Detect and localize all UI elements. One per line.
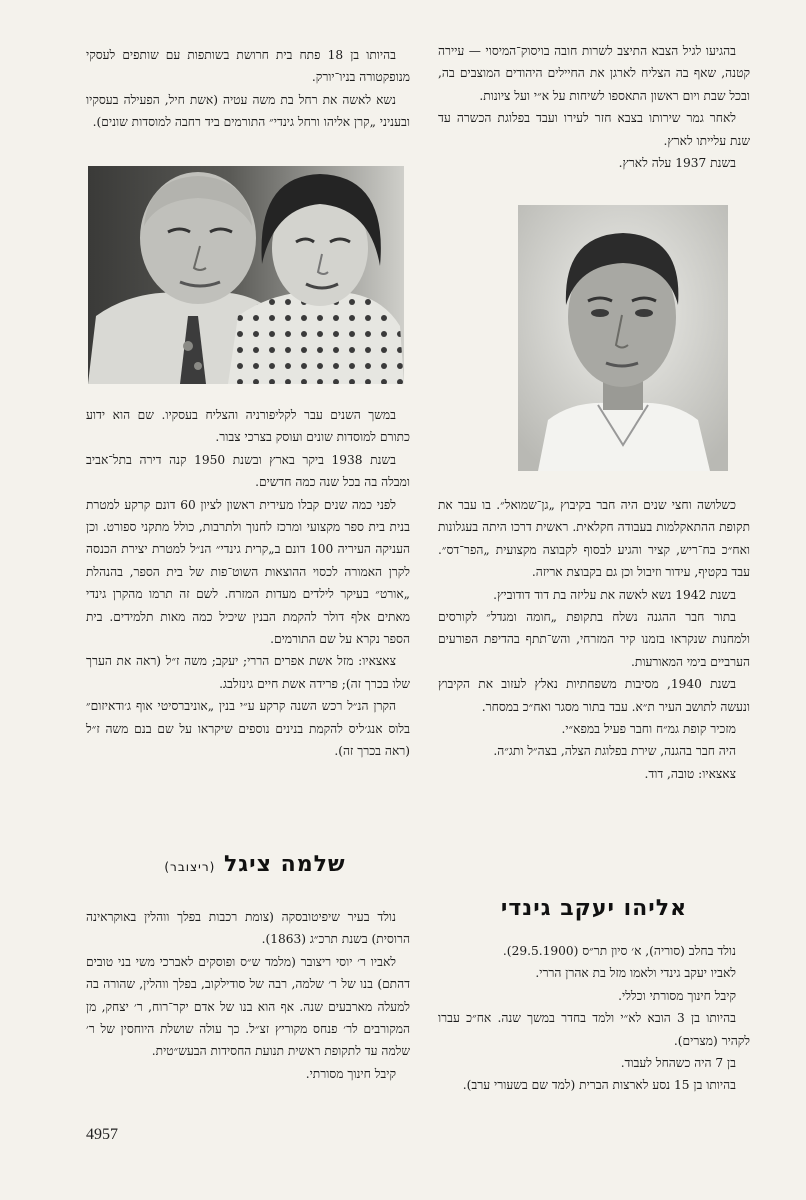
paragraph: נולד בחלב (סוריה), א׳ סיון תר״ס (29.5.1900).	[502, 944, 736, 958]
paragraph: לאביו יעקב גינדי ולאמו מזל בת אהרן הררי.	[535, 966, 736, 981]
left-column-top-text	[86, 44, 410, 134]
paragraph: כשלושה וחצי שנים היה חבר בקיבוץ „גן־שמואל״. בו עבר את תקופת ההתאקלמות בעבודה חקלאית. ראשית דרכו היתה בעגלונות ואח״כ בח־ריש, קציר והגיע לבסוף לקבוצה מקצועית „הפר־דס״. עבד בקטיף, עידור וזיבול וכן גם בקבוצת אריזה.	[438, 498, 750, 580]
entry-heading-shlomo-tsigel	[130, 852, 380, 877]
paragraph: בהיותו בן 18 פתח בית חרושת בשותפות עם שותפים לעסקי מנופקטורה בניו־יורק.	[86, 48, 410, 85]
left-column-middle-text	[86, 404, 410, 763]
paragraph: נולד בעיר שיפיטובסקה (צומת רכבות בפלך ווהלין באוקראינה הרוסית) בשנת תרכ״ג (1863).	[86, 910, 410, 947]
right-column-bio-text	[438, 940, 750, 1097]
paragraph: מזכיר קופת גמ״ח וחבר פעיל במפא״י.	[561, 722, 736, 737]
paragraph: היה חבר בהגנה, שירת בפלוגת הצלה, בצה״ל ותג״ה.	[493, 744, 736, 759]
paragraph: במשך השנים עבר לקליפורניה והצליח בעסקיו. שם הוא ידוע כתורם למוסדות שונים ועוסק בצרכי צבור.	[86, 408, 410, 445]
paragraph: לאחר גמר שירותו בצבא חזר לעירו ועבד בפלוגת הכשרה עד שנת עלייתו לארץ.	[438, 111, 750, 148]
paragraph: בשנת 1938 ביקר בארץ ובשנת 1950 קנה דירה בתל־אביב ומבלה בה בכל שנה כמה חדשים.	[86, 452, 410, 490]
paragraph: בהיותו בן 15 נסע לארצות הברית (למד שם בשעורי ערב).	[462, 1078, 736, 1093]
paragraph: קיבל חינוך מסורתי וכללי.	[618, 988, 736, 1003]
paragraph: בן 7 היה כשהחל לעבוד.	[620, 1056, 736, 1071]
heading-name: שלמה ציגל	[223, 852, 346, 877]
paragraph: לאביו ר׳ יוסי ריצובר (מלמד ש״ס ופוסקים לאברכי משי בני טובים דהתם) בנו של ר׳ שלמה, רבה של סודילקוב, בפלך ווהלין, שהורה בה למעלה מארבעים שנה. אף הוא בנו של אדם יקר־רוח, ר׳ יצחק, מן המקורבים לר׳ פנחס מקוריץ זצ״ל. כך עולה שושלת היוחסין של ר׳ שלמה עד לתקופת ראשית תנועת החסידות הבעש״טית.	[86, 954, 410, 1059]
paragraph: בהיותו בן 3 הובא לא״י ולמד בחדר במשך שנה. אח״כ עברו לקהיר (מצרים).	[438, 1011, 750, 1048]
paragraph: צאצאיו: מזל אשת אפרים הררי; יעקב; משה ז״ל (ראה את הערך שלו בכרך זה); פרידה אשת חיים גינזלבג.	[86, 654, 410, 691]
heading-note: (ריצובר)	[164, 860, 216, 874]
page-number: 4957	[86, 1126, 118, 1143]
paragraph: בשנת 1937 עלה לארץ.	[618, 156, 736, 171]
paragraph: בשנת 1942 נשא לאשה את עליזה בת דוד דודוביץ.	[493, 587, 736, 602]
paragraph: לפני כמה שנים קבלו מעירית ראשון לציון 60 דונם קרקע למטרת בנית בית ספר מקצועי ומרכז לחנוך ולתרבות, כולל מתקני ספורט. וכן העניקה העיריה 100 דונם ב„קרית גינדי״ הנ״ל למטרת יצירת הכנסה לקרן האמורה לכסוי ההוצאות השוט־פות של בית הספר, בהנהלת „אורט״ בעיקר לילדים מעדות המזרח. לשם זה תרמו מהקרן גינדי מאתים אלף דולר להקמת הבנין שיכיל כמה מאות תלמידים. בית הספר נקרא על שם התורמים.	[86, 497, 410, 647]
paragraph: צאצאיו: טובה, דוד.	[644, 766, 736, 781]
paragraph: קיבל חינוך מסורתי.	[305, 1066, 396, 1081]
right-column-top-text	[438, 40, 750, 174]
paragraph: בהגיעו לגיל הצבא התיצב לשרות חובה בויסוק־המיסוי — עיירה קטנה, שאף בה הצליח לארגן את החיילים היהודים המוצבים בה, ובכל שבת ויום ראשון התאספו לשיחות על א״י ועל ציונות.	[438, 44, 750, 103]
paragraph: נשא לאשה את רחל בת משה עטיה (אשת חיל, הפעילה בעסקיו ובעניני „קרן אליהו ורחל גינדי״ התורמים ביד רחבה למוסדות שונים).	[86, 92, 410, 130]
left-column-bio-text	[86, 906, 410, 1085]
paragraph: הקרן הנ״ל רכש השנה קרקע ע״י בנין „אוניברסיטי אוף ג׳ודאיזום״ בלוס אנג׳ליס להקמת בנינים נוספים שיקראו על שם בנם משה ז״ל (ראה בכרך זה).	[86, 699, 410, 759]
paragraph: בתור חבר ההגנה נשלח בתקופת „חומה ומגדל״ לקורסים ולמחנות שנקראו בזמנו קיר המזרחי, והש־תתף בהדיפת הפורעים הערביים בימי המאורעות.	[438, 610, 750, 669]
paragraph: בשנת 1940, מסיבות משפחתיות נאלץ לעזוב את הקיבוץ ונעשה לתושב העיר ת״א. עבד בתור מסגר ואח״כ במסחר.	[438, 677, 750, 714]
portrait-photo-man	[518, 205, 728, 471]
right-column-bottom-text	[438, 494, 750, 785]
portrait-photo-couple	[88, 166, 404, 384]
entry-heading-eliyahu-gindi: אליהו יעקב גינדי	[500, 896, 688, 921]
